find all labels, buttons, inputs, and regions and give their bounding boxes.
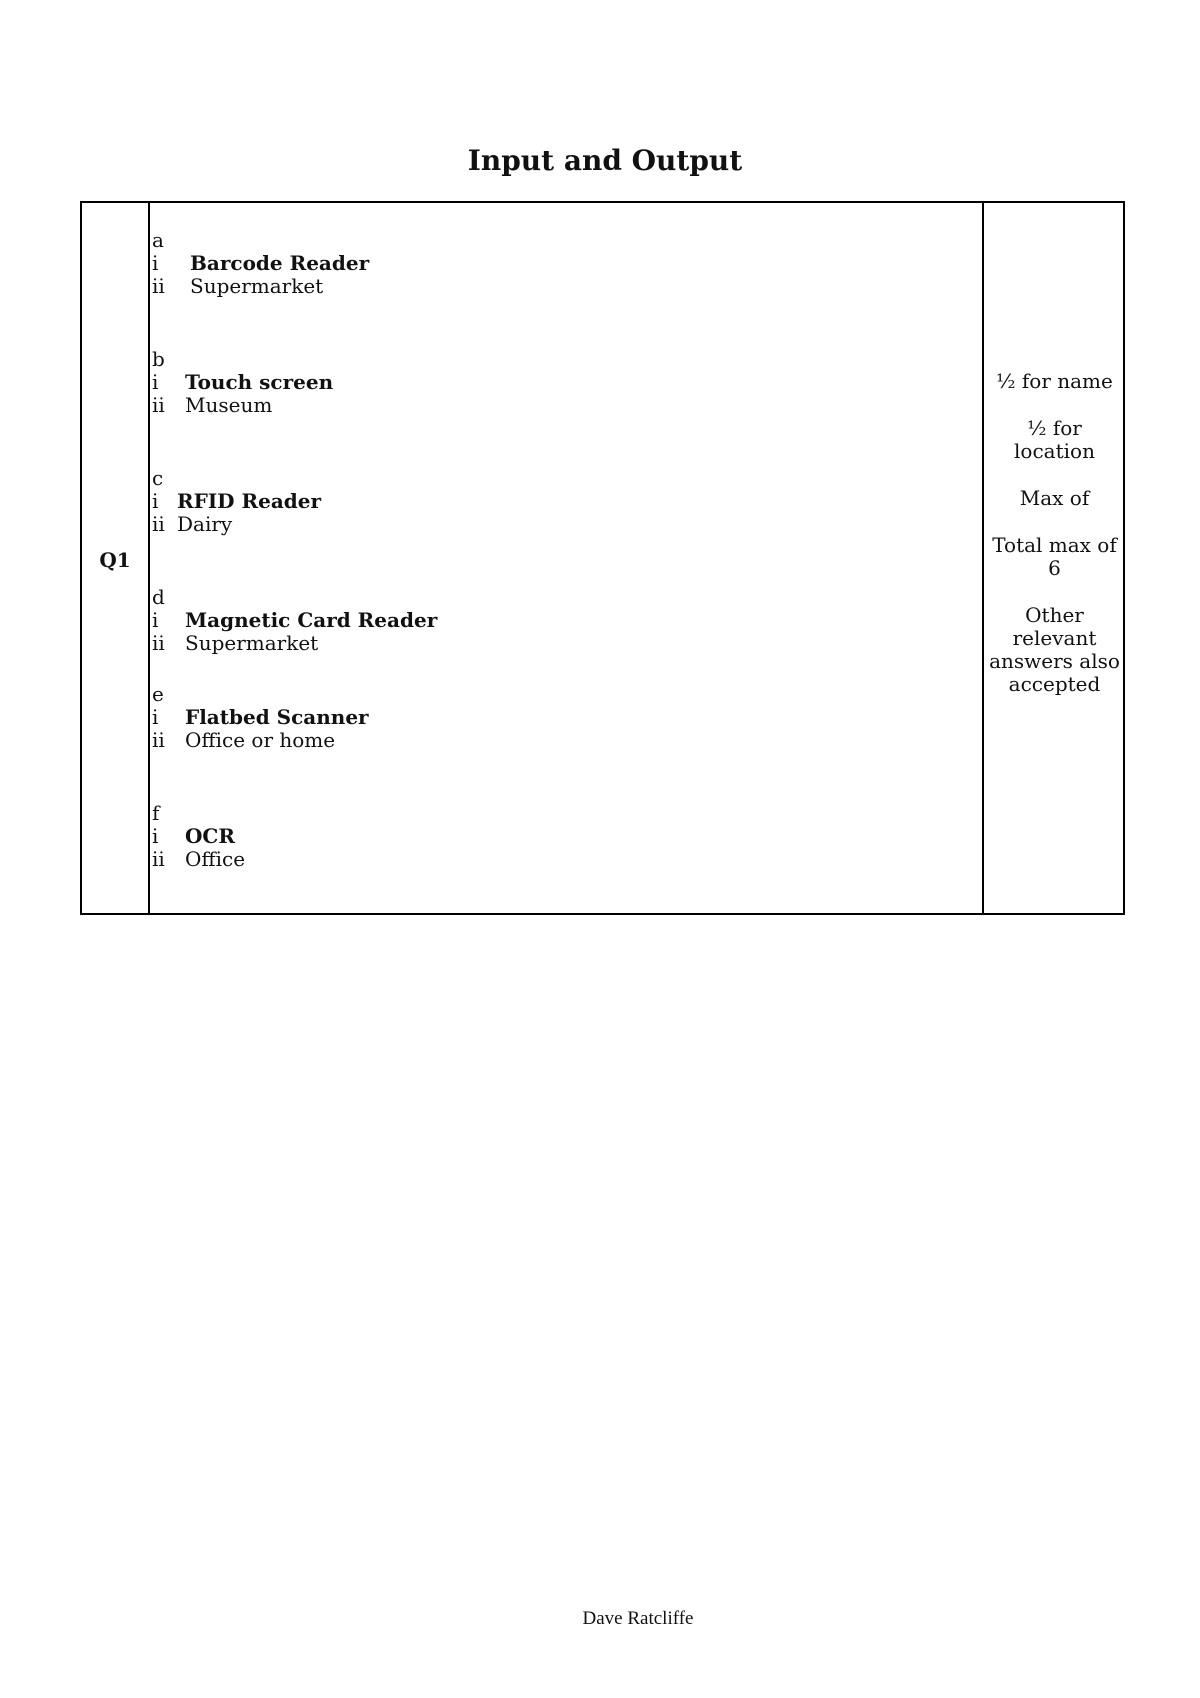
marking-notes [984, 370, 1125, 720]
device-name: RFID Reader [177, 489, 322, 513]
sub-label-i: i [152, 824, 159, 848]
part-letter: a [152, 228, 164, 252]
sub-label-ii: ii [152, 512, 165, 536]
device-name: Flatbed Scanner [185, 705, 369, 729]
part-letter: e [152, 682, 164, 706]
answer-part-f [152, 802, 245, 871]
device-name: Barcode Reader [190, 251, 370, 275]
answer-part-a [152, 229, 369, 298]
sub-label-i: i [152, 370, 159, 394]
page-title: Input and Output [467, 144, 743, 177]
answer-part-b [152, 348, 333, 417]
device-name: OCR [185, 824, 235, 848]
device-location: Supermarket [185, 631, 319, 655]
footer-author: Dave Ratcliffe [582, 1608, 694, 1629]
answer-part-d [152, 586, 437, 655]
part-letter: f [152, 801, 160, 825]
device-location: Museum [185, 393, 273, 417]
device-location: Office [185, 847, 246, 871]
sub-label-ii: ii [152, 631, 165, 655]
note-other-answers: Other relevant answers also accepted [989, 603, 1120, 696]
note-name-mark: ½ for name [996, 369, 1113, 393]
part-letter: b [152, 347, 165, 371]
sub-label-i: i [152, 251, 159, 275]
sub-label-ii: ii [152, 274, 165, 298]
sub-label-ii: ii [152, 847, 165, 871]
sub-label-i: i [152, 608, 159, 632]
sub-label-i: i [152, 705, 159, 729]
part-letter: d [152, 585, 165, 609]
sub-label-ii: ii [152, 393, 165, 417]
device-location: Dairy [177, 512, 233, 536]
note-total-max: Total max of 6 [992, 533, 1117, 580]
note-location-mark: ½ for location [1014, 416, 1095, 463]
part-letter: c [152, 466, 164, 490]
answer-part-e [152, 683, 369, 752]
device-location: Office or home [185, 728, 336, 752]
device-name: Touch screen [185, 370, 334, 394]
note-max: Max of [1019, 486, 1090, 510]
device-name: Magnetic Card Reader [185, 608, 438, 632]
mark-scheme-table [80, 201, 1125, 915]
sub-label-i: i [152, 489, 159, 513]
column-divider [148, 203, 150, 913]
answer-part-c [152, 467, 321, 536]
device-location: Supermarket [190, 274, 324, 298]
question-label: Q1 [99, 548, 131, 572]
sub-label-ii: ii [152, 728, 165, 752]
